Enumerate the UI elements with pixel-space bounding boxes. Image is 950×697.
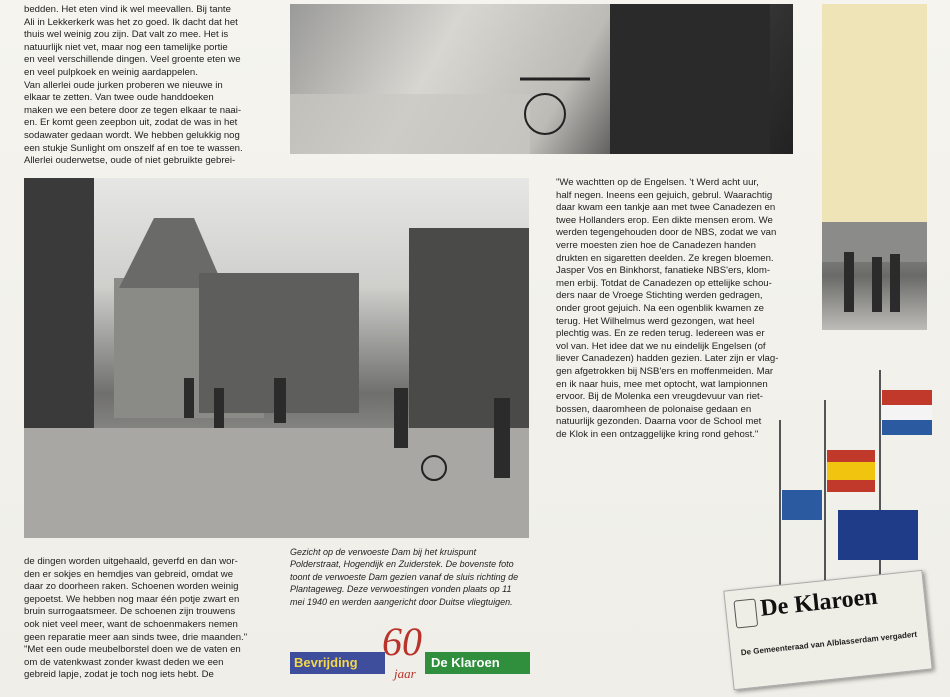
bevrijding-60-jaar-logo bbox=[290, 619, 530, 681]
article-text-top-left: bedden. Het eten vind ik wel meevallen. Bij tante Ali in Lekkerkerk was het zo goed. Ik dacht dat het thuis wel weinig zou zijn. Dat valt zo mee. Het is natuurlijk niet vet, maar nog een tamelijke portie en veel verschillende dingen. Veel groente eten we en veel pulpkoek en weinig aardappelen. Van allerlei oude jurken proberen we nieuwe in elkaar te zetten. Van twee oude handdoeken maken we een betere door ze tegen elkaar te naai- en. Er komt geen zeepbon uit, zodat de was in het sodawater gedaan wordt. We hebben gelukkig nog een stukje Sunlight om onszelf af en toe te wassen. Allerlei ouderwetse, oude of niet gebruikte gebrei- bbox=[24, 4, 243, 167]
logo-number: 60 bbox=[382, 619, 422, 664]
article-text-bottom-left: de dingen worden uitgehaald, geverfd en dan wor- den er sokjes en hemdjes van gebreid, omdat we daar zo doorheen raken. Schoenen worden weinig gepoetst. We hebben nog maar één potje zwart en bruin surrogaatsmeer. De schoenen zijn trouwens ook niet veel meer, want de schoenmakers nemen geen reparatie meer aan sinds twee, drie maanden." "Met een oude meubelborstel doen we de vaten en om de vatenkwast zonder kwast deden we een gebreid lapje, zodat je toch nog iets hebt. De bbox=[24, 556, 248, 681]
logo-bevrijding-label: Bevrijding bbox=[290, 652, 385, 674]
photo-people-walking bbox=[822, 222, 927, 330]
photo-destroyed-dam-top bbox=[290, 4, 793, 154]
newspaper-seal-icon bbox=[733, 598, 758, 628]
logo-de-klaroen-label: De Klaroen bbox=[425, 652, 530, 674]
newspaper-title: De Klaroen bbox=[759, 583, 879, 622]
photo-caption: Gezicht op de verwoeste Dam bij het kruispunt Polderstraat, Hogendijk en Zuiderstek. De bovenste foto toont de verwoeste Dam gezien vanaf de sluis richting de Plantageweg. Deze verwoestingen vonden plaats op 11 mei 1940 en werden aangericht door Duitse vliegtuigen. bbox=[290, 547, 519, 607]
article-text-right: "We wachtten op de Engelsen. 't Werd acht uur, half negen. Ineens een gejuich, gebrul. Waarachtig daar kwam een tankje aan met twee Canadezen en twee Hollanders erop. Een dikte mensen erom. We werden tegengehouden door de NBS, zodat we van verre moesten zien hoe de Canadezen handen drukten en sigaretten deelden. Ze kregen bloemen. Jasper Vos en Binkhorst, fanatieke NBS'ers, klom- men erbij. Totdat de Canadezen op ettelijke schou- ders naar de Vroege Stichting werden gedragen, onder groot gejuich. Na een ogenblik kwamen ze terug. Het Wilhelmus werd gezongen, wat heel plechtig was. En ze reden terug. Iedereen was er vol van. Het idee dat we nu eindelijk Engelsen (of liever Canadezen) hadden gezien. Later zijn er vlag- gen afgetrokken bij NSB'ers en moffenmeiden. Mar en ik naar huis, mee met optocht, wat lampionnen ervoor. Bij de Molenka een vreugdevuur van riet- bossen, daaromheen de polonaise gedaan en natuurlijk gezonden. Daarna voor de School met de Klok in een ontzaggelijke kring rond gehost." bbox=[556, 177, 779, 440]
decorative-yellow-strip bbox=[822, 4, 927, 222]
logo-jaar-label: jaar bbox=[394, 666, 416, 681]
newspaper-de-klaroen bbox=[723, 570, 932, 690]
newspaper-headline: De Gemeenteraad van Alblasserdam vergadert bbox=[740, 629, 918, 658]
photo-destroyed-dam-main bbox=[24, 178, 529, 538]
